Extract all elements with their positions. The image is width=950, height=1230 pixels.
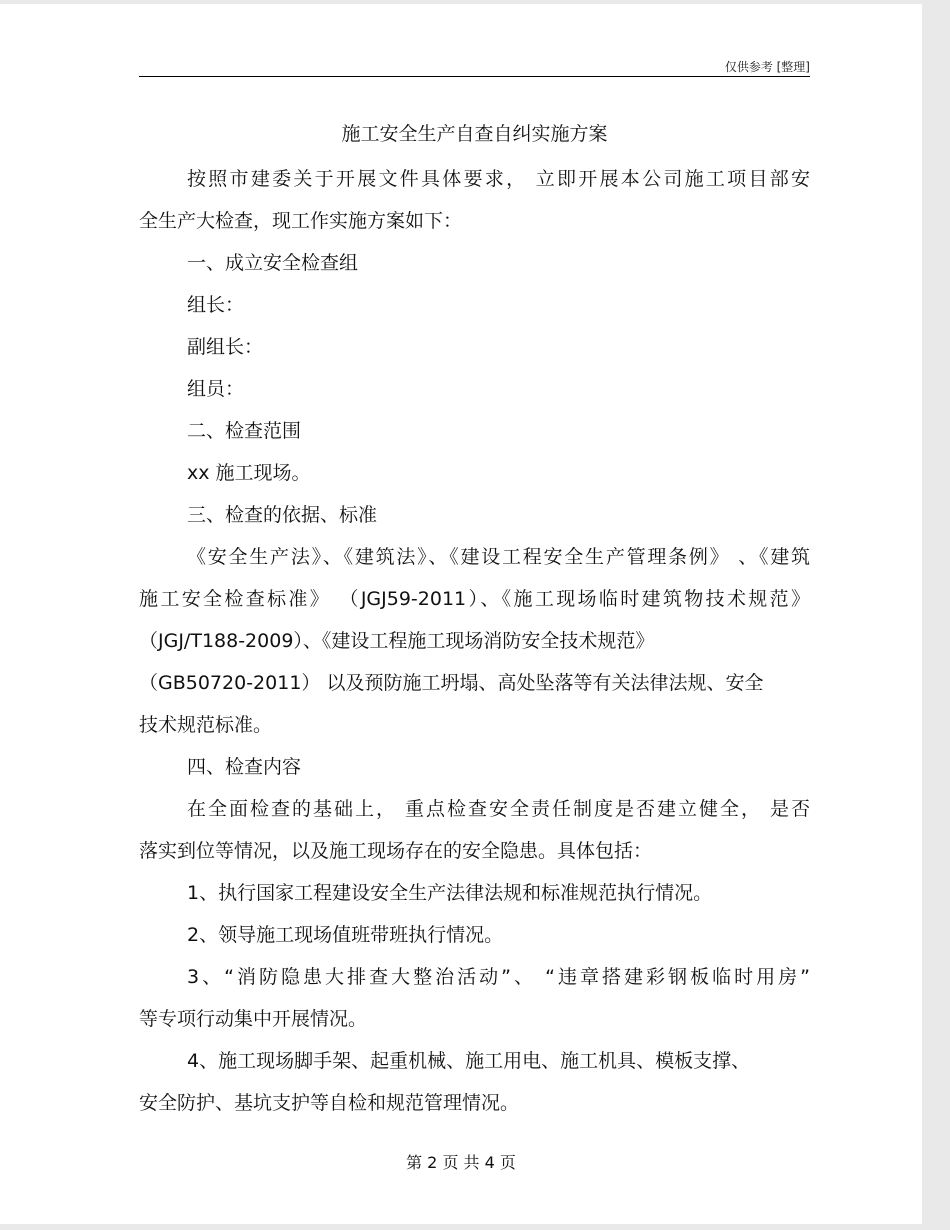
- text-line: 1、执行国家工程建设安全生产法律法规和标准规范执行情况。: [187, 882, 713, 904]
- text-line: 技术规范标准。: [139, 714, 273, 736]
- text-line: 组长：: [187, 294, 245, 316]
- text-line: 一、成立安全检查组: [187, 252, 359, 274]
- text-line: 3、“消防隐患大排查大整治活动”、 “违章搭建彩钢板临时用房”: [187, 966, 810, 988]
- page-number: 第 2 页 共 4 页: [406, 1153, 516, 1172]
- text-line: （JGJ/T188-2009）、《建设工程施工现场消防安全技术规范》: [139, 630, 655, 652]
- header-divider: [139, 76, 810, 77]
- paragraph-lines: [139, 158, 810, 1124]
- text-line: 二、检查范围: [187, 420, 302, 442]
- text-line: 副组长：: [187, 336, 264, 358]
- document-title: 施工安全生产自查自纠实施方案: [341, 123, 608, 145]
- text-line: 三、检查的依据、标准: [187, 504, 378, 526]
- text-line: 在全面检查的基础上， 重点检查安全责任制度是否建立健全， 是否: [187, 798, 810, 820]
- text-line: 安全防护、基坑支护等自检和规范管理情况。: [139, 1092, 520, 1114]
- text-line: 四、检查内容: [187, 756, 302, 778]
- header-note: 仅供参考 [整理]: [724, 60, 810, 74]
- text-line: 4、施工现场脚手架、起重机械、施工用电、施工机具、模板支撑、: [187, 1050, 751, 1072]
- text-line: 落实到位等情况，以及施工现场存在的安全隐患。具体包括：: [139, 840, 653, 862]
- document-page: [0, 4, 922, 1224]
- text-line: 施工安全检查标准》 （JGJ59-2011）、《施工现场临时建筑物技术规范》: [139, 588, 810, 610]
- text-line: xx 施工现场。: [187, 462, 311, 484]
- text-line: 按照市建委关于开展文件具体要求， 立即开展本公司施工项目部安: [187, 168, 810, 190]
- text-line: 2、领导施工现场值班带班执行情况。: [187, 924, 504, 946]
- text-line: 等专项行动集中开展情况。: [139, 1008, 368, 1030]
- text-line: （GB50720-2011） 以及预防施工坍塌、高处坠落等有关法律法规、安全: [139, 672, 764, 694]
- document-body: [139, 116, 810, 1124]
- text-line: 组员：: [187, 378, 245, 400]
- text-line: 全生产大检查，现工作实施方案如下：: [139, 210, 463, 232]
- text-line: 《安全生产法》、《建筑法》、《建设工程安全生产管理条例》 、《建筑: [187, 546, 810, 568]
